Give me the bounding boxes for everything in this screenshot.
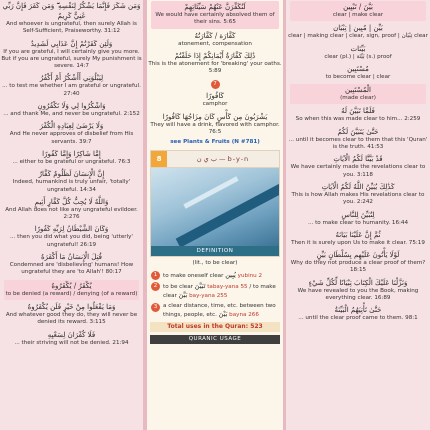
quranic-usage-header: QURANIC USAGE bbox=[150, 335, 280, 344]
definition-header: DEFINITION bbox=[151, 246, 279, 256]
arabic-text: يَشْرَبُونَ مِن كَأْسٍ كَانَ مِزَاجُهَا كَافُورًا bbox=[162, 112, 268, 121]
english-translation: Then it is surely upon Us to make it clear. 75:19 bbox=[291, 239, 425, 246]
arabic-text: فَلَمَّا تَبَيَّنَ لَهُ bbox=[341, 107, 375, 116]
arabic-text: وَاللَّهُ لَا يُحِبُّ كُلَّ كَفَّارٍ أَثِيمٍ bbox=[34, 197, 109, 206]
english-translation: And Allah does not like any ungrateful evildoer. 2:276 bbox=[5, 206, 138, 221]
arabic-text: وَلَئِن كَفَرْتُمْ إِنَّ عَذَابِي لَشَدِيدٌ bbox=[30, 39, 113, 48]
arabic-text: قُتِلَ الْإِنسَانُ مَا أَكْفَرَهُ bbox=[40, 253, 103, 262]
verse-entry bbox=[151, 1, 279, 29]
verse-entry bbox=[147, 111, 283, 139]
arabic-text: لِيَبْلُوَنِي أَأَشْكُرُ أَمْ أَكْفُرُ bbox=[39, 74, 104, 83]
arabic-form: تَبَيَّنَ bbox=[194, 281, 206, 290]
literal-meaning: (lit., to be clear) bbox=[192, 260, 238, 267]
arabic-form: يُبِين bbox=[225, 270, 236, 279]
verse-entry bbox=[290, 84, 426, 104]
column-left bbox=[0, 0, 143, 430]
verse-entry bbox=[0, 196, 143, 224]
verse-entry bbox=[0, 100, 143, 120]
see-also-link[interactable]: see Plants & Fruits (N #781) bbox=[170, 139, 260, 146]
verse-entry bbox=[286, 63, 430, 83]
english-translation: clear | making clear | clear, sign, proof | تِبْيَان clear bbox=[288, 33, 428, 40]
english-translation: And He never approves of disbelief from His servants. 39:7 bbox=[9, 131, 134, 145]
transliteration: yubinu bbox=[237, 272, 257, 279]
arabic-text: لَوْلَا يَأْتُونَ عَلَيْهِم بِسُلْطَانٍ بَيِّنٍ bbox=[316, 251, 400, 260]
arabic-text: الْمُسْتَبِين bbox=[344, 86, 372, 95]
arabic-text: كَذَٰلِكَ يُبَيِّنُ اللَّهُ لَكُمُ الْآيَاتِ bbox=[321, 182, 395, 191]
verse-entry bbox=[286, 277, 430, 305]
arabic-text: قَدْ بَيَّنَّا لَكُمُ الْآيَاتِ bbox=[333, 155, 383, 164]
verse-entry bbox=[286, 153, 430, 181]
verse-entry bbox=[0, 72, 143, 100]
definition-meaning: to be clear bbox=[163, 283, 193, 290]
arabic-text: بَيَّنَ / تَبْيِين bbox=[343, 3, 373, 11]
english-translation: This is the atonement for 'breaking' your oaths. 5:89 bbox=[148, 60, 282, 75]
arabic-text: مُسْتَبِين bbox=[347, 64, 369, 73]
english-translation: And whatever good they do, they will never be denied its reward. 3:115 bbox=[5, 311, 138, 326]
arabic-text: بَيِّنَات bbox=[350, 44, 366, 53]
arabic-text: وَكَانَ الشَّيْطَانُ لِرَبِّهِ كَفُورًا bbox=[34, 225, 109, 234]
english-translation: clear (pl.) | بَيِّنَة (s.) proof bbox=[324, 53, 392, 60]
definition-meaning: / to make clear bbox=[163, 283, 276, 300]
transliteration: bayna bbox=[229, 311, 247, 318]
arabic-text: لِتُبَيِّنَ لِلنَّاسِ bbox=[341, 210, 375, 219]
arabic-text: حَتَّىٰ يَتَبَيَّنَ لَكُمُ bbox=[337, 127, 379, 136]
english-translation: ... until the clear proof came to them. 98:1 bbox=[298, 315, 418, 322]
arabic-text: وَمَن شَكَرَ فَإِنَّمَا يَشْكُرُ لِنَفْسِهِ ۖ وَمَن كَفَرَ فَإِنَّ رَبِّي غَنِيٌّ كَرِيمٌ bbox=[2, 2, 141, 20]
transliteration: bay-yana bbox=[189, 293, 215, 300]
english-translation: ... to test me whether I am grateful or ungrateful. 27:40 bbox=[2, 83, 141, 97]
verse-entry bbox=[286, 181, 430, 209]
verse-entry bbox=[286, 304, 430, 324]
definition-item bbox=[151, 303, 279, 320]
definition-text bbox=[163, 282, 279, 301]
definition-item bbox=[151, 282, 279, 301]
arabic-text: ذَٰلِكَ كَفَّارَةُ أَيْمَانِكُمْ إِذَا حَلَفْتُمْ bbox=[174, 51, 256, 60]
verse-entry bbox=[147, 30, 283, 50]
english-translation: camphor bbox=[202, 101, 228, 108]
verse-entry bbox=[0, 251, 143, 279]
arabic-form: بَيْنَ bbox=[218, 309, 228, 318]
verse-entry bbox=[0, 301, 143, 329]
root-panel bbox=[150, 150, 280, 257]
definition-meaning: to make oneself clear bbox=[163, 272, 224, 279]
english-translation: Condemned are 'disbelieving' humans! How ungrateful they are 'to Allah'! 80:17 bbox=[9, 262, 134, 276]
verse-entry bbox=[0, 329, 143, 349]
arabic-text: حَتَّىٰ تَأْتِيَهُمُ الْبَيِّنَةُ bbox=[334, 306, 382, 315]
arabic-text: وَمَا يَفْعَلُوا مِنْ خَيْرٍ فَلَن يُكْفَرُوهُ bbox=[27, 302, 116, 311]
verse-entry bbox=[0, 0, 143, 38]
english-translation: We would have certainly absolved them of their sins. 5:65 bbox=[155, 12, 275, 26]
column-right bbox=[286, 0, 430, 430]
english-translation: ... until it becomes clear to them that this 'Quran' is the truth. 41:53 bbox=[288, 136, 428, 151]
arabic-text: يُكْفَرُ / يُكْفَرُوهُ bbox=[51, 281, 92, 290]
english-translation: ... their striving will not be denied. 21:94 bbox=[14, 339, 129, 346]
definition-text bbox=[163, 303, 279, 320]
english-translation: We have certainly made the revelations clear to you. 3:118 bbox=[290, 164, 426, 178]
definition-number-badge: 2 bbox=[151, 282, 160, 291]
root-number: 8 bbox=[151, 151, 167, 167]
arabic-text: كَافُورًا bbox=[206, 92, 224, 101]
verse-entry bbox=[4, 280, 139, 300]
verse-entry bbox=[0, 120, 143, 148]
verse-entry bbox=[0, 168, 143, 196]
verse-entry bbox=[286, 22, 430, 42]
root-header bbox=[151, 151, 279, 168]
transliteration: tabay-yana bbox=[207, 283, 239, 290]
arabic-text: كَفَّارَة / كَفَّارَتُهُ bbox=[194, 31, 236, 40]
english-translation: ... and thank Me, and never be ungrateful. 2:152 bbox=[3, 111, 140, 118]
english-translation: Why do they not produce a clear proof of them? 18:15 bbox=[290, 260, 426, 274]
illustration-shape bbox=[183, 177, 238, 210]
verse-entry bbox=[286, 43, 430, 63]
arabic-text: وَنَزَّلْنَا عَلَيْكَ الْكِتَابَ تِبْيَانًا لِّكُلِّ شَيْءٍ bbox=[308, 278, 408, 287]
usage-count: 55 bbox=[240, 283, 248, 290]
english-translation: We have revealed to you the Book, making everything clear. 16:89 bbox=[297, 287, 419, 302]
english-translation: They will have a drink, flavored with camphor. 76:5 bbox=[150, 121, 280, 136]
verse-entry bbox=[147, 50, 283, 78]
english-translation: clear | make clear bbox=[332, 12, 384, 18]
illustration-shape bbox=[176, 183, 279, 247]
english-translation: atonement, compensation bbox=[178, 40, 252, 47]
definition-text bbox=[163, 271, 262, 280]
english-translation: This is how Allah makes His revelations clear to you. 2:242 bbox=[291, 191, 425, 206]
english-translation: ... then you did what you did, being 'utterly' ungrateful! 26:19 bbox=[10, 234, 133, 248]
verse-entry bbox=[0, 223, 143, 251]
english-translation: And whoever is ungrateful, then surely Allah is Self-Sufficient, Praiseworthy. 31:12 bbox=[6, 21, 137, 35]
verse-entry bbox=[286, 209, 430, 229]
usage-count: 266 bbox=[248, 311, 259, 318]
verse-entry bbox=[286, 105, 430, 125]
english-translation: to become clear | clear bbox=[325, 73, 391, 80]
arabic-text: ثُمَّ إِنَّ عَلَيْنَا بَيَانَهُ bbox=[335, 230, 381, 239]
total-uses: Total uses in the Quran: 523 bbox=[150, 322, 280, 332]
definition-item bbox=[151, 271, 279, 280]
verse-entry bbox=[286, 249, 430, 277]
column-middle bbox=[147, 0, 283, 430]
definition-number-badge: 1 bbox=[151, 271, 160, 280]
verse-entry bbox=[286, 229, 430, 249]
arabic-text: بَيِّن | مُبِين | تِبْيَان bbox=[333, 24, 383, 33]
verse-entry bbox=[0, 148, 143, 168]
usage-count: 255 bbox=[216, 293, 228, 300]
verse-entry bbox=[0, 38, 143, 73]
english-translation: ... either to be grateful or ungrateful. 76:3 bbox=[12, 158, 131, 165]
arabic-text: وَلَا يَرْضَىٰ لِعِبَادِهِ الْكُفْرَ bbox=[39, 122, 104, 131]
entry-number-badge: 7 bbox=[211, 80, 220, 89]
verse-entry bbox=[286, 126, 430, 154]
arabic-text: وَاشْكُرُوا لِي وَلَا تَكْفُرُونِ bbox=[37, 102, 106, 111]
usage-count: 2 bbox=[258, 272, 263, 279]
english-translation: So when this was made clear to him... 2:259 bbox=[295, 116, 421, 123]
arabic-form: بَيَّنَ bbox=[178, 291, 188, 300]
arabic-text: إِنَّ الْإِنسَانَ لَظَلُومٌ كَفَّارٌ bbox=[38, 170, 105, 179]
definition-number-badge: 3 bbox=[151, 303, 160, 312]
arabic-text: لَنُكَفِّرَنَّ عَنْهُمْ سَيِّئَاتِهِمْ bbox=[184, 3, 246, 11]
definition-meaning: a clear distance, time, etc. between two things, people, etc. bbox=[163, 302, 276, 318]
root-letters: ب ي ن — b-y-n bbox=[196, 155, 250, 164]
verse-entry bbox=[290, 1, 426, 21]
english-translation: ... to make clear to humanity. 16:44 bbox=[307, 219, 409, 226]
english-translation: Indeed, humankind is truly unfair, 'totally' ungrateful. 14:34 bbox=[12, 179, 131, 193]
arabic-text: إِمَّا شَاكِرًا وَإِمَّا كَفُورًا bbox=[42, 149, 101, 158]
verse-entry bbox=[147, 77, 283, 110]
english-translation: (made clear) bbox=[340, 95, 376, 102]
english-translation: If you are grateful, I will certainly give you more. But if you are ungrateful, surely My punishment is severe. 14:7 bbox=[1, 48, 142, 70]
root-illustration bbox=[151, 168, 279, 246]
arabic-text: فَلَا كُفْرَانَ لِسَعْيِهِ bbox=[47, 330, 96, 339]
english-translation: to be denied (a reward) / denying (of a reward) bbox=[5, 290, 138, 297]
